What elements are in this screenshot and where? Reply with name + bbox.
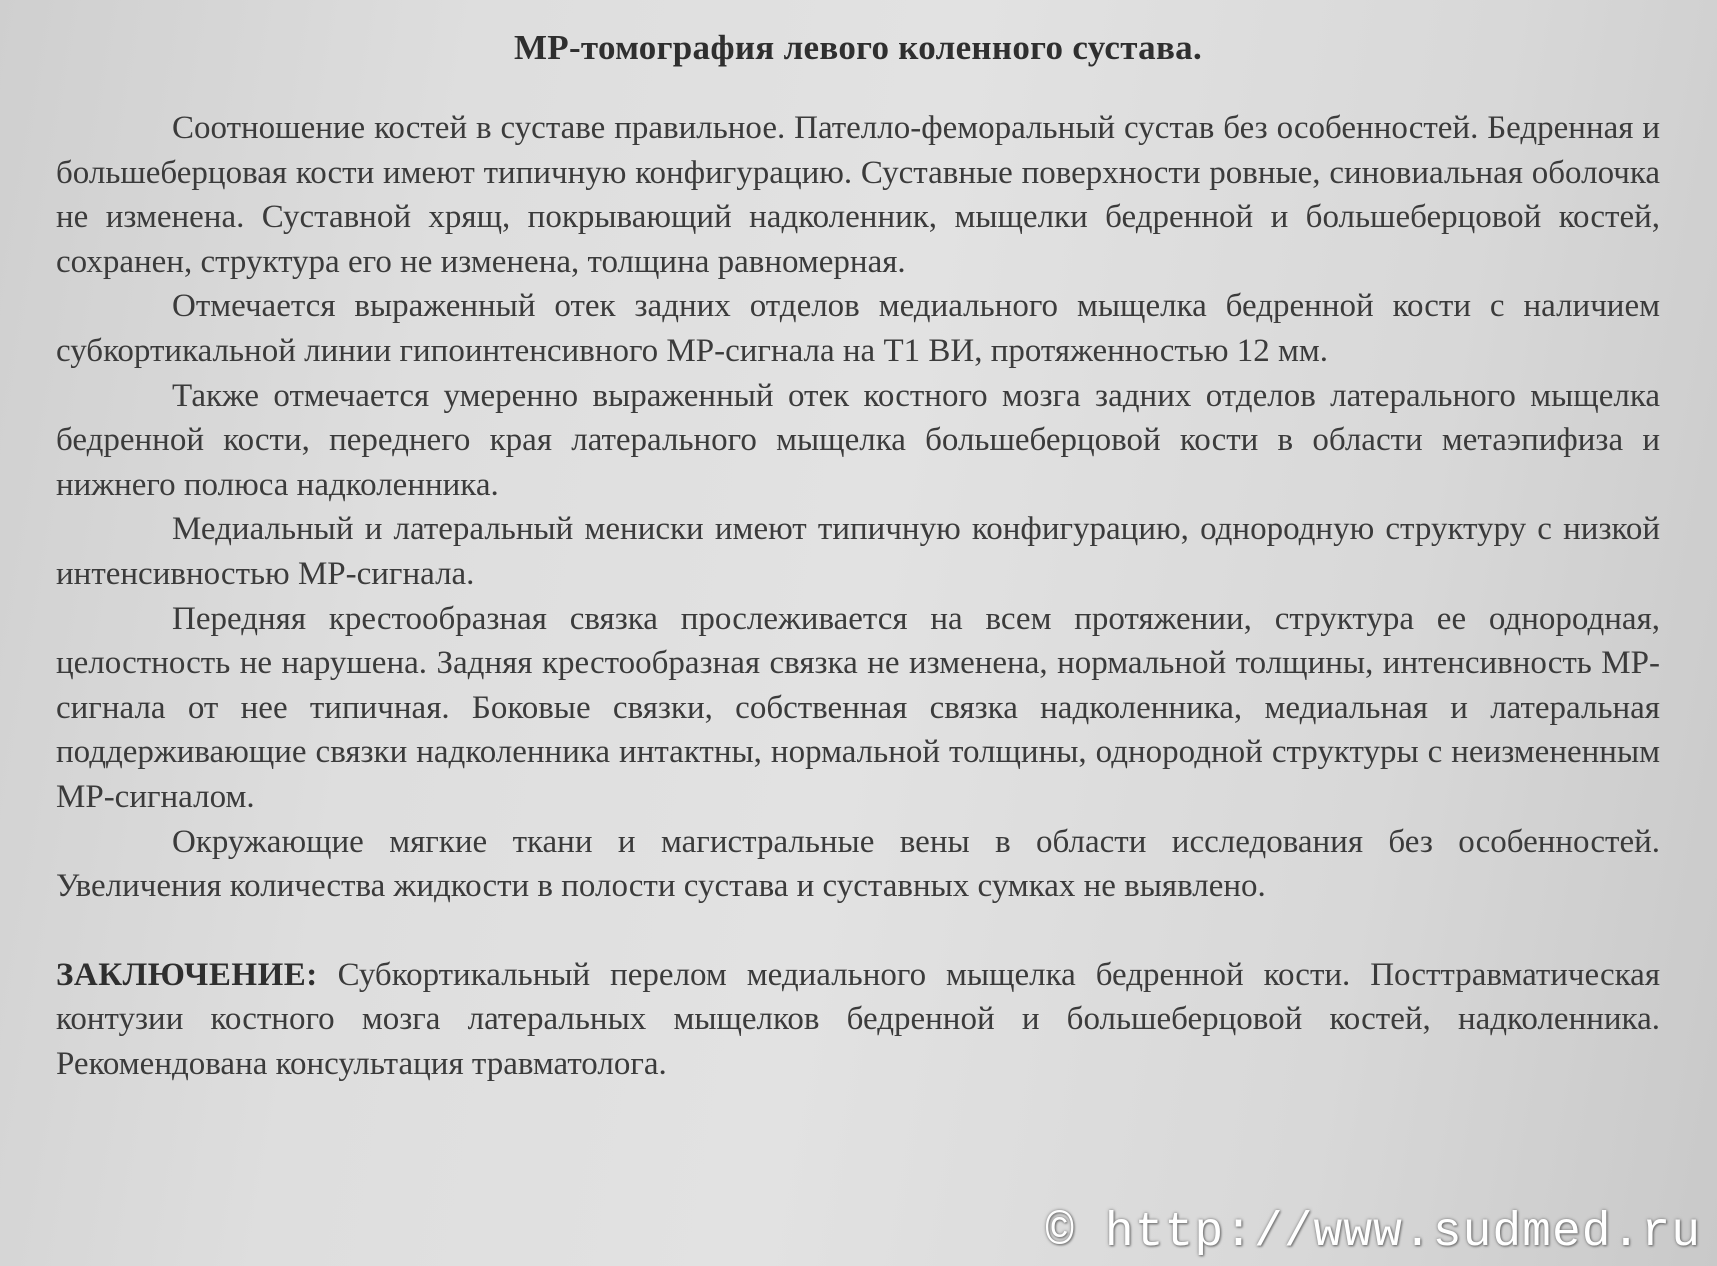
document-title: МР-томография левого коленного сустава.: [513, 28, 1203, 67]
document-page: [56, 28, 1660, 1258]
paragraph-bones: Соотношение костей в суставе правильное. Пателло-феморальный сустав без особенностей. Бедренная и большеберцовая кости имеют типичную конфигурацию. Суставные поверхности ровные, синовиальная оболочка не изменена. Суставной хрящ, покрывающий надколенник, мыщелки бедренной и большеберцовой костей, сохранен, структура его не изменена, толщина равномерная.: [56, 110, 1660, 280]
paragraph-ligaments: Передняя крестообразная связка прослеживается на всем протяжении, структура ее однородная, целостность не нарушена. Задняя крестообразная связка не изменена, нормальной толщины, интенсивность МР-сигнала от нее типичная. Боковые связки, собственная связка надколенника, медиальная и латеральная поддерживающие связки надколенника интактны, нормальной толщины, однородной структуры с неизмененным МР-сигналом.: [56, 600, 1660, 815]
conclusion: [56, 953, 1660, 1087]
paragraph-bone-marrow-edema: Также отмечается умеренно выраженный отек костного мозга задних отделов латерального мыщелка бедренной кости, переднего края латерального мыщелка большеберцовой кости в области метаэпифиза и нижнего полюса надколенника.: [56, 377, 1660, 503]
paragraph-soft-tissues: Окружающие мягкие ткани и магистральные вены в области исследования без особенностей. Увеличения количества жидкости в полости сустава и суставных сумках не выявлено.: [56, 823, 1660, 905]
paragraph-medial-condyle-edema: Отмечается выраженный отек задних отделов медиального мыщелка бедренной кости с наличием субкортикальной линии гипоинтенсивного МР-сигнала на Т1 ВИ, протяженностью 12 мм.: [56, 288, 1660, 369]
watermark: © http://www.sudmed.ru: [1045, 1206, 1701, 1260]
paragraph-menisci: Медиальный и латеральный мениски имеют типичную конфигурацию, однородную структуру с низкой интенсивностью МР-сигнала.: [56, 511, 1660, 592]
conclusion-label: ЗАКЛЮЧЕНИЕ:: [56, 956, 318, 993]
conclusion-text: Субкортикальный перелом медиального мыщелка бедренной кости. Посттравматическая контузии костного мозга латеральных мыщелков бедренной и большеберцовой костей, надколенника. Рекомендована консультация травматолога.: [56, 956, 1661, 1082]
